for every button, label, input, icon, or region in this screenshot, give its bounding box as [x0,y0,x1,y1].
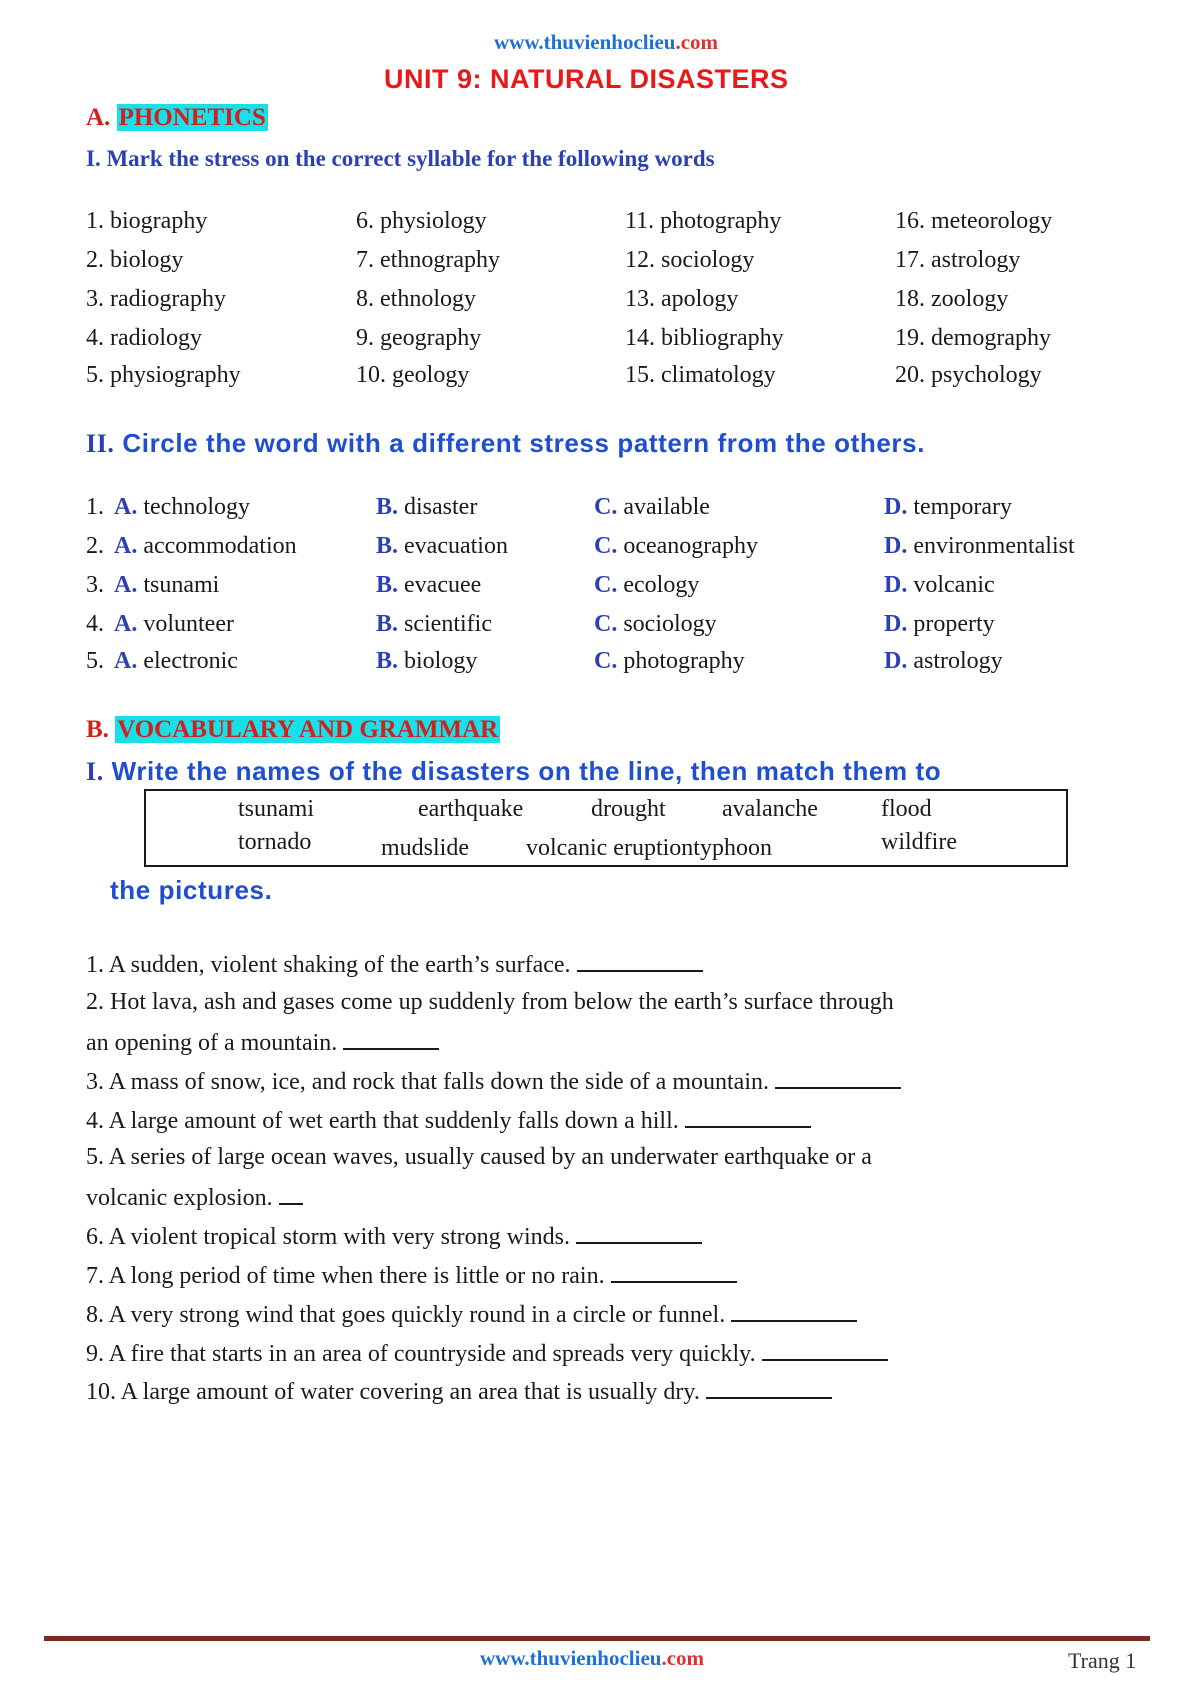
question-line [86,1028,439,1057]
word-item: 14. bibliography [625,325,784,351]
mcq-option-a[interactable] [114,533,297,560]
section-b-heading [86,716,500,744]
mcq-option-b[interactable] [376,572,481,599]
question-text: 5. A series of large ocean waves, usually caused by an underwater earthquake or a [86,1144,872,1170]
part1-instruction [86,146,715,172]
question-text: volcanic explosion. [86,1185,273,1211]
option-letter: C. [594,533,618,559]
answer-blank[interactable] [343,1028,439,1050]
word-item: 2. biology [86,247,184,273]
answer-blank[interactable] [611,1261,737,1283]
answer-blank[interactable] [731,1300,857,1322]
option-word: disaster [404,494,478,520]
page-number: Trang 1 [1068,1648,1137,1673]
question-text: 1. A sudden, violent shaking of the earth’s surface. [86,952,571,978]
option-letter: B. [376,533,399,559]
option-word: ecology [623,572,700,598]
question-line [86,1377,832,1406]
option-word: biology [404,648,478,674]
word-item: 12. sociology [625,247,755,273]
question-text: 10. A large amount of water covering an area that is usually dry. [86,1379,700,1405]
answer-blank[interactable] [577,950,703,972]
question-line [86,1300,857,1329]
option-word: available [623,494,710,520]
option-word: electronic [143,648,238,674]
word-item: 11. photography [625,208,782,234]
question-line [86,1106,811,1135]
header-url-tld: .com [675,30,719,54]
part2-number: II. [86,429,115,458]
option-word: volunteer [143,611,234,637]
part2-text: Circle the word with a different stress pattern from the others. [122,428,926,458]
word-item: 19. demography [895,325,1051,351]
option-word: accommodation [143,533,297,559]
option-letter: D. [884,648,908,674]
mcq-number: 5. [86,648,104,674]
word-item: 16. meteorology [895,208,1053,234]
word-item: 17. astrology [895,247,1021,273]
option-word: oceanography [623,533,758,559]
option-letter: B. [376,572,399,598]
footer-url-tld: .com [661,1646,705,1670]
word-bank-item: wildfire [881,829,957,855]
answer-blank[interactable] [706,1377,832,1399]
question-text: 6. A violent tropical storm with very strong winds. [86,1224,570,1250]
header-url-domain: www.thuvienhoclieu [494,30,676,54]
word-bank-item: drought [591,796,666,822]
word-item: 13. apology [625,286,739,312]
option-word: environmentalist [913,533,1075,559]
word-bank-item: mudslide [381,835,469,861]
word-bank-item: earthquake [418,796,524,822]
word-bank-item: volcanic eruptiontyphoon [526,835,772,861]
mcq-option-a[interactable] [114,648,238,675]
word-item: 15. climatology [625,362,776,388]
option-letter: D. [884,533,908,559]
mcq-number: 4. [86,611,104,637]
footer-divider [44,1636,1150,1641]
option-letter: A. [114,648,138,674]
question-line [86,1067,901,1096]
part1-number: I. [86,146,101,171]
option-letter: A. [114,494,138,520]
answer-blank[interactable] [762,1339,888,1361]
option-letter: D. [884,494,908,520]
question-line [86,1144,872,1171]
section-a-heading [86,104,268,132]
word-bank-item: tornado [238,829,312,855]
mcq-option-c[interactable] [594,494,710,521]
section-a-label: PHONETICS [118,104,266,131]
option-word: evacuee [404,572,482,598]
mcq-option-a[interactable] [114,494,250,521]
word-item: 7. ethnography [356,247,500,273]
word-item: 5. physiography [86,362,241,388]
mcq-option-b[interactable] [376,533,508,560]
question-text: 4. A large amount of wet earth that suddenly falls down a hill. [86,1108,679,1134]
mcq-option-a[interactable] [114,572,219,599]
option-word: sociology [623,611,717,637]
option-letter: D. [884,611,908,637]
section-a-letter: A. [86,104,111,131]
option-word: temporary [913,494,1012,520]
question-line [86,1183,303,1212]
question-text: 8. A very strong wind that goes quickly round in a circle or funnel. [86,1302,726,1328]
mcq-option-b[interactable] [376,611,492,638]
question-line [86,1222,702,1251]
option-word: volcanic [913,572,995,598]
mcq-option-c[interactable] [594,648,745,675]
word-item: 20. psychology [895,362,1042,388]
header-url[interactable] [494,30,718,55]
option-letter: C. [594,572,618,598]
mcq-number: 3. [86,572,104,598]
question-text: 7. A long period of time when there is little or no rain. [86,1263,605,1289]
option-word: property [913,611,995,637]
question-line [86,1339,888,1368]
part2-instruction [86,428,925,459]
section-b-letter: B. [86,716,109,743]
part3-instruction-cont: the pictures. [110,875,273,905]
word-bank-item: avalanche [722,796,818,822]
option-letter: A. [114,572,138,598]
part1-text: Mark the stress on the correct syllable for the following words [106,146,715,171]
mcq-option-c[interactable] [594,611,717,638]
answer-blank[interactable] [576,1222,702,1244]
mcq-number: 2. [86,533,104,559]
page-title: UNIT 9: NATURAL DISASTERS [384,64,789,94]
option-letter: A. [114,533,138,559]
footer-url[interactable] [480,1646,704,1671]
section-b-label: VOCABULARY AND GRAMMAR [117,716,499,743]
question-text: 2. Hot lava, ash and gases come up suddenly from below the earth’s surface through [86,989,894,1015]
answer-blank[interactable] [775,1067,901,1089]
part3-text: Write the names of the disasters on the line, then match them to [111,756,942,786]
mcq-option-d[interactable] [884,494,1012,521]
word-item: 4. radiology [86,325,202,351]
word-bank-item: tsunami [238,796,314,822]
option-letter: C. [594,494,618,520]
word-item: 1. biography [86,208,208,234]
part3-instruction [86,756,941,787]
mcq-option-b[interactable] [376,494,477,521]
word-item: 3. radiography [86,286,226,312]
option-word: evacuation [404,533,508,559]
word-item: 18. zoology [895,286,1009,312]
footer-url-domain: www.thuvienhoclieu [480,1646,662,1670]
word-item: 9. geography [356,325,482,351]
word-bank-item: flood [881,796,932,822]
question-line [86,1261,737,1290]
option-letter: A. [114,611,138,637]
option-letter: C. [594,648,618,674]
answer-blank[interactable] [685,1106,811,1128]
question-text: 9. A fire that starts in an area of countryside and spreads very quickly. [86,1341,756,1367]
option-letter: C. [594,611,618,637]
option-letter: D. [884,572,908,598]
word-item: 10. geology [356,362,470,388]
mcq-option-d[interactable] [884,611,995,638]
question-text: an opening of a mountain. [86,1030,338,1056]
mcq-number: 1. [86,494,104,520]
answer-blank[interactable] [279,1183,303,1205]
option-word: scientific [404,611,492,637]
option-word: tsunami [143,572,220,598]
part3-number: I. [86,757,104,786]
mcq-option-c[interactable] [594,572,699,599]
question-text: 3. A mass of snow, ice, and rock that falls down the side of a mountain. [86,1069,769,1095]
option-word: photography [623,648,745,674]
mcq-option-a[interactable] [114,611,234,638]
option-letter: B. [376,494,399,520]
option-word: technology [143,494,250,520]
mcq-option-d[interactable] [884,533,1075,560]
mcq-option-d[interactable] [884,572,995,599]
option-word: astrology [913,648,1003,674]
word-item: 6. physiology [356,208,487,234]
question-line [86,950,703,979]
option-letter: B. [376,611,399,637]
question-line [86,989,894,1016]
mcq-option-c[interactable] [594,533,758,560]
mcq-option-b[interactable] [376,648,477,675]
mcq-option-d[interactable] [884,648,1003,675]
option-letter: B. [376,648,399,674]
word-item: 8. ethnology [356,286,476,312]
